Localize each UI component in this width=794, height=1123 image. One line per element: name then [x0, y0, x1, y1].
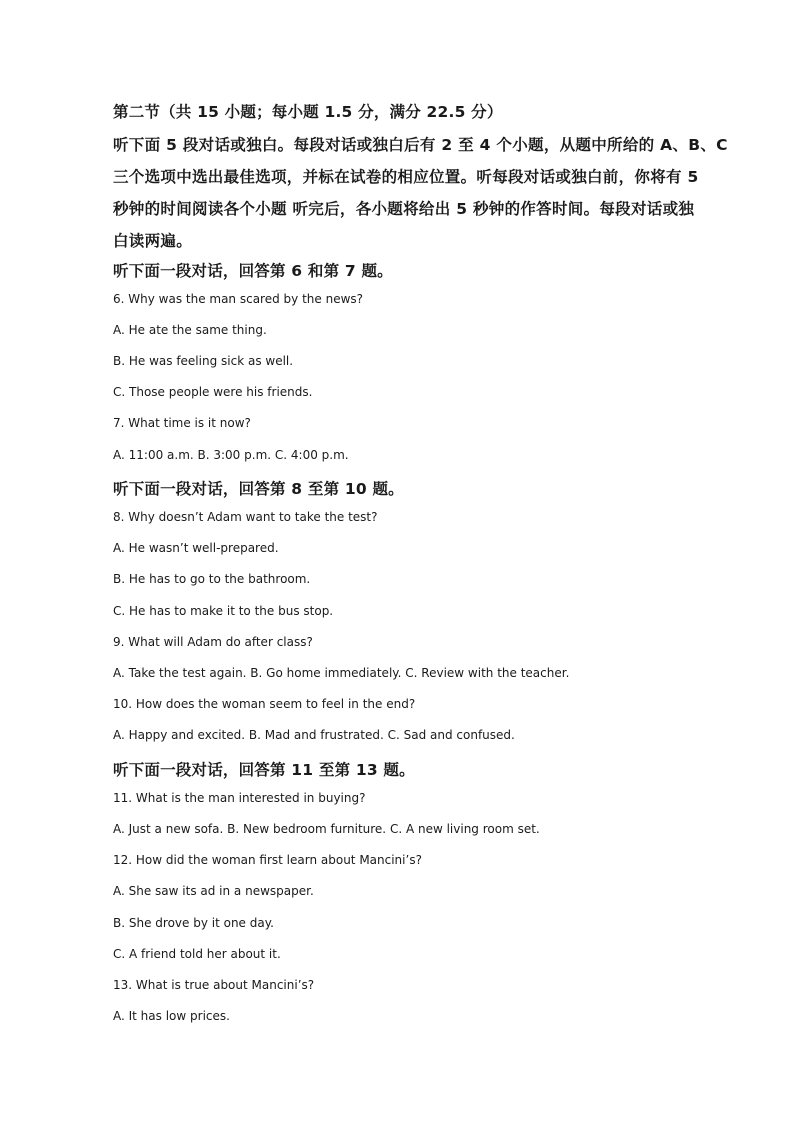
question-8: 8. Why doesn’t Adam want to take the test? [113, 510, 378, 524]
question-9: 9. What will Adam do after class? [113, 635, 313, 649]
question-12-option-a: A. She saw its ad in a newspaper. [113, 884, 314, 898]
question-7: 7. What time is it now? [113, 416, 251, 430]
instruction-line-1: 听下面 5 段对话或独白。每段对话或独白后有 2 至 4 个小题，从题中所给的 A、B、C [113, 136, 728, 154]
question-6-option-a: A. He ate the same thing. [113, 323, 267, 337]
question-6-option-b: B. He was feeling sick as well. [113, 354, 294, 368]
instruction-line-3: 秒钟的时间阅读各个小题 听完后，各小题将给出 5 秒钟的作答时间。每段对话或独 [113, 200, 695, 218]
question-7-options: A. 11:00 a.m. B. 3:00 p.m. C. 4:00 p.m. [113, 448, 349, 462]
question-10: 10. How does the woman seem to feel in the end? [113, 697, 416, 711]
instruction-line-4: 白读两遍。 [113, 232, 193, 250]
question-13: 13. What is true about Mancini’s? [113, 978, 315, 992]
section-title: 第二节（共 15 小题；每小题 1.5 分，满分 22.5 分） [113, 103, 503, 121]
group-3-heading: 听下面一段对话，回答第 11 至第 13 题。 [113, 761, 415, 779]
question-13-option-a: A. It has low prices. [113, 1009, 230, 1023]
question-6: 6. Why was the man scared by the news? [113, 292, 364, 306]
question-12-option-c: C. A friend told her about it. [113, 947, 281, 961]
question-8-option-b: B. He has to go to the bathroom. [113, 572, 311, 586]
instruction-line-2: 三个选项中选出最佳选项，并标在试卷的相应位置。听每段对话或独白前，你将有 5 [113, 168, 699, 186]
question-11: 11. What is the man interested in buying? [113, 791, 366, 805]
question-8-option-c: C. He has to make it to the bus stop. [113, 604, 334, 618]
group-1-heading: 听下面一段对话，回答第 6 和第 7 题。 [113, 262, 393, 280]
question-11-options: A. Just a new sofa. B. New bedroom furniture. C. A new living room set. [113, 822, 540, 836]
question-10-options: A. Happy and excited. B. Mad and frustrated. C. Sad and confused. [113, 728, 515, 742]
question-8-option-a: A. He wasn’t well-prepared. [113, 541, 279, 555]
group-2-heading: 听下面一段对话，回答第 8 至第 10 题。 [113, 480, 404, 498]
question-12: 12. How did the woman first learn about Mancini’s? [113, 853, 422, 867]
question-12-option-b: B. She drove by it one day. [113, 916, 274, 930]
question-9-options: A. Take the test again. B. Go home immediately. C. Review with the teacher. [113, 666, 570, 680]
question-6-option-c: C. Those people were his friends. [113, 385, 313, 399]
